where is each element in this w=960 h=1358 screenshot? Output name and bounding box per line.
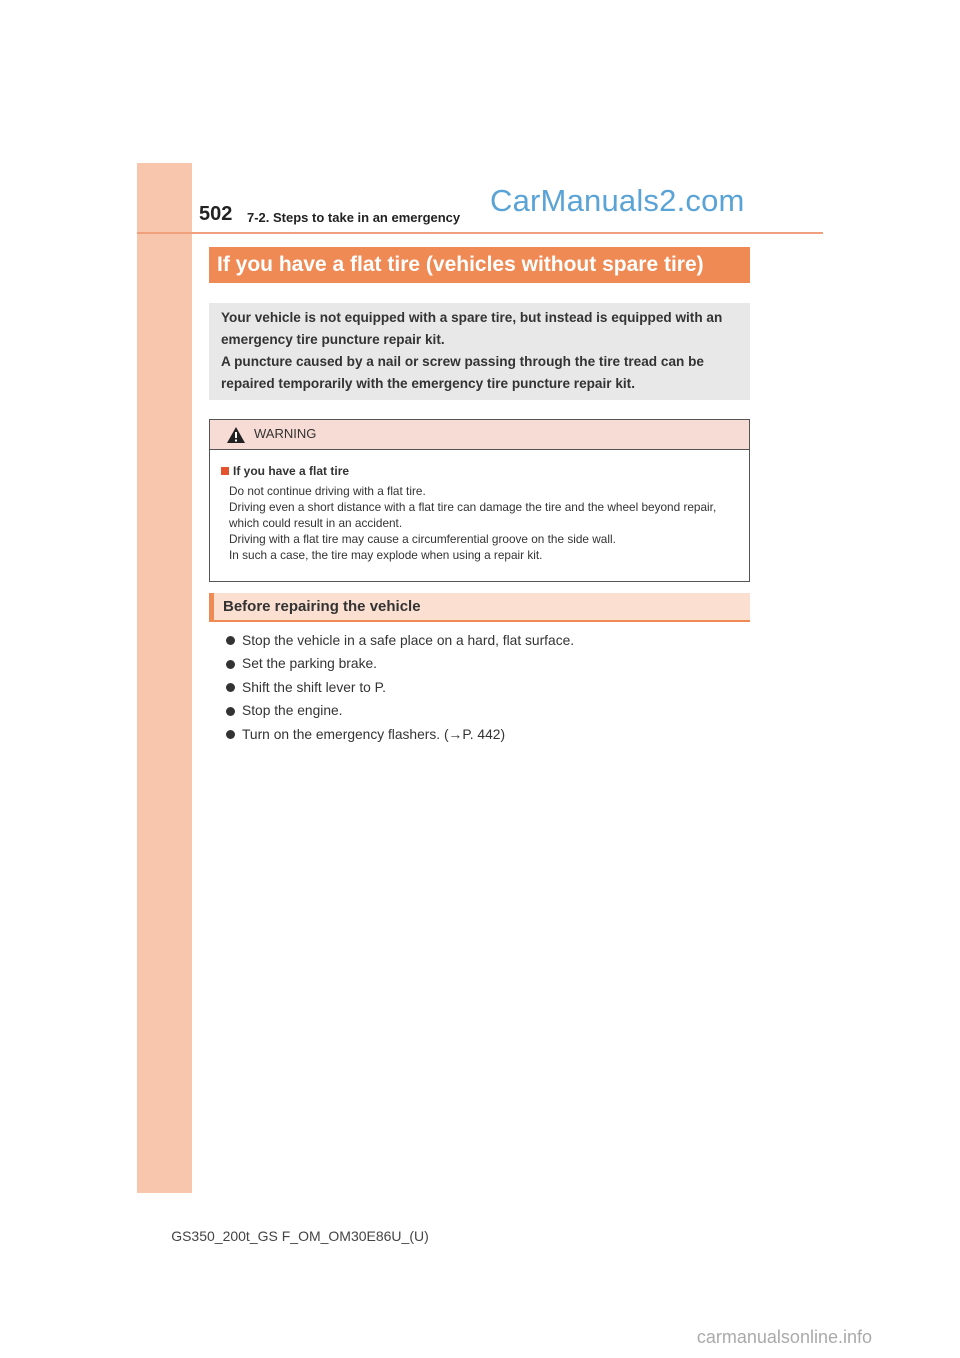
square-bullet-icon xyxy=(221,467,229,475)
list-item xyxy=(226,676,574,700)
warning-box xyxy=(209,419,750,582)
page-heading: If you have a flat tire (vehicles without spare tire) xyxy=(209,247,750,283)
list-item[interactable] xyxy=(226,723,574,747)
footer-code: GS350_200t_GS F_OM_OM30E86U_(U) xyxy=(171,1228,429,1244)
bullet-icon xyxy=(226,683,235,692)
intro-paragraph-1: Your vehicle is not equipped with a spare tire, but instead is equipped with an emergency tire puncture repair kit. xyxy=(221,310,723,347)
list-item-text: Stop the engine. xyxy=(242,703,343,719)
list-item-text: Shift the shift lever to P. xyxy=(242,679,386,695)
warning-line: Do not continue driving with a flat tire. xyxy=(229,484,426,498)
list-item-text: Set the parking brake. xyxy=(242,656,377,672)
warning-label: WARNING xyxy=(254,426,317,441)
page-number: 502 xyxy=(199,203,233,225)
warning-text xyxy=(229,483,739,563)
side-tab xyxy=(137,163,192,1193)
bullet-icon xyxy=(226,660,235,669)
warning-line: In such a case, the tire may explode when using a repair kit. xyxy=(229,548,543,562)
warning-body xyxy=(210,450,749,563)
list-item xyxy=(226,629,574,653)
bullet-icon xyxy=(226,636,235,645)
intro-paragraph-2: A puncture caused by a nail or screw passing through the tire tread can be repaired temporarily with the emergency tire puncture repair kit. xyxy=(221,354,704,391)
section-title: 7-2. Steps to take in an emergency xyxy=(247,210,461,225)
header-rule xyxy=(137,232,823,234)
warning-subheading xyxy=(221,463,739,479)
before-repair-heading: Before repairing the vehicle xyxy=(209,593,750,622)
warning-triangle-icon xyxy=(226,426,246,444)
warning-subheading-text: If you have a flat tire xyxy=(233,464,350,478)
bullet-icon xyxy=(226,707,235,716)
footer-logo[interactable]: carmanualsonline.info xyxy=(696,1327,872,1347)
warning-line: Driving even a short distance with a flat tire can damage the tire and the wheel beyond repair, which could result in an accident. xyxy=(229,500,717,530)
warning-header xyxy=(210,420,749,450)
list-item xyxy=(226,700,574,724)
list-item xyxy=(226,653,574,677)
before-repair-list xyxy=(226,629,574,747)
watermark[interactable]: CarManuals2.com xyxy=(490,183,745,218)
warning-line: Driving with a flat tire may cause a circumferential groove on the side wall. xyxy=(229,532,616,546)
intro-box xyxy=(209,303,750,400)
list-item-text: Stop the vehicle in a safe place on a hard, flat surface. xyxy=(242,632,575,648)
list-item-text[interactable]: Turn on the emergency flashers. (→P. 442) xyxy=(242,726,506,742)
bullet-icon xyxy=(226,730,235,739)
